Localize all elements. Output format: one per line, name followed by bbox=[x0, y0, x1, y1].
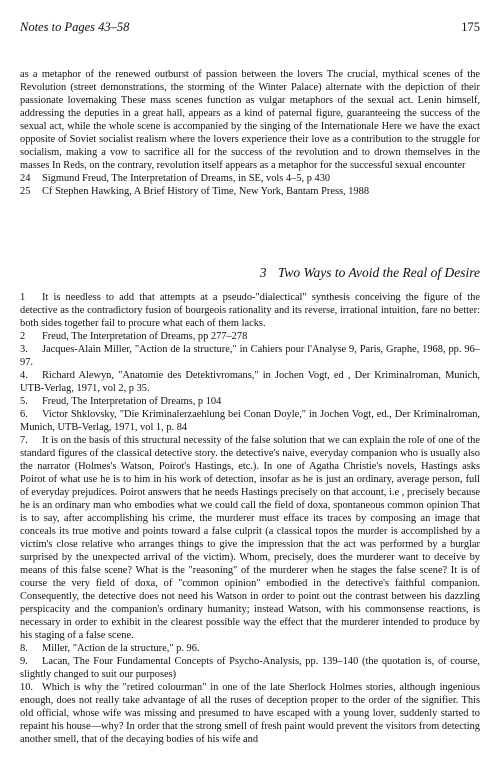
note-3 bbox=[20, 343, 480, 369]
note-number: 5. bbox=[20, 396, 28, 407]
note-text: Jacques-Alain Miller, "Action de la structure," in Cahiers pour l'Analyse 9, Paris, Graphe, 1968, pp. 96–97. bbox=[20, 344, 480, 368]
note-text: It is on the basis of this structural necessity of the false solution that we can explain the role of one of the standard figures of the classical detective story. the detective's naive, everyday companion who is usually also the narrator (Holmes's Watson, Poirot's Hastings, etc.). In one of Agatha Christie's novels, Hastings asks Poirot of what use he is to him in his work of detection, insofar as he is just an ordinary, average person, full of everyday prejudices. Poirot answers that he needs Hastings precisely on that account, i.e , precisely because he is an ordinary man who embodies what we could call the field of doxa, spontaneous common opinion That is to say, after accomplishing his crime, the murderer must efface its traces by composing an image that conceals its true motive and points toward a false culprit (a classical topos the murder is accomplished by a victim's close relative who arranges things to give the impression that the act was performed by a burglar surprised by the unexpected arrival of the victim). Whom, precisely, does the murderer want to deceive by means of this false scene? What is the "reasoning" of the murderer when he stages the false scene? It is of course the very field of doxa, of "common opinion" embodied in the detective's faithful companion. Consequently, the detective does not need his Watson in order to point out the contrast between his dazzling perspicacity and the companion's ordinary humanity; instead Watson, with his commonsense reactions, is necessary in order to exhibit in the clearest possible way the effect that the murderer intended to produce by his staging of a false scene. bbox=[20, 435, 480, 641]
continued-note-block bbox=[20, 68, 480, 198]
note-2 bbox=[20, 330, 480, 343]
note-number: 1 bbox=[20, 292, 26, 303]
note-text: Freud, The Interpretation of Dreams, pp 277–278 bbox=[42, 331, 248, 342]
note-text: Sigmund Freud, The Interpretation of Dreams, in SE, vols 4–5, p 430 bbox=[42, 173, 331, 184]
note-6 bbox=[20, 408, 480, 434]
page-number: 175 bbox=[461, 20, 480, 34]
running-header bbox=[20, 20, 480, 35]
note-5 bbox=[20, 395, 480, 408]
note-text: Lacan, The Four Fundamental Concepts of Psycho-Analysis, pp. 139–140 (the quotation is, of course, slightly changed to suit our purposes) bbox=[20, 656, 480, 680]
chapter-title: Two Ways to Avoid the Real of Desire bbox=[277, 265, 480, 280]
note-8 bbox=[20, 642, 480, 655]
note-number: 10. bbox=[20, 682, 33, 693]
note-25 bbox=[20, 185, 480, 198]
note-9 bbox=[20, 655, 480, 681]
note-7 bbox=[20, 434, 480, 642]
note-text: Cf Stephen Hawking, A Brief History of Time, New York, Bantam Press, 1988 bbox=[42, 186, 370, 197]
note-number: 3. bbox=[20, 344, 28, 355]
note-number: 2 bbox=[20, 331, 26, 342]
chapter-notes bbox=[20, 291, 480, 746]
continued-note-text: as a metaphor of the renewed outburst of passion between the lovers The crucial, mythical scenes of the Revolution (street demonstrations, the storming of the Winter Palace) alternate with the depiction of their passionate lovemaking These mass scenes function as vulgar metaphors of the sexual act. Lenin himself, addressing the deputies in a great hall, appears as a kind of paternal figure, guaranteeing the success of the sexual act, while the whole scene is accompanied by the singing of the Internationale Here we have the exact opposite of Soviet socialist realism where the lovers experience their love as a contribution to the struggle for socialism, making a vow to sacrifice all for the success of the revolution and to drown themselves in the masses In Reds, on the contrary, revolution itself appears as a metaphor for the successful sexual encounter bbox=[20, 69, 480, 171]
note-1 bbox=[20, 291, 480, 330]
note-text: Freud, The Interpretation of Dreams, p 104 bbox=[42, 396, 222, 407]
note-number: 25 bbox=[20, 186, 31, 197]
note-number: 6. bbox=[20, 409, 28, 420]
note-number: 7. bbox=[20, 435, 28, 446]
note-number: 8. bbox=[20, 643, 28, 654]
note-24 bbox=[20, 172, 480, 185]
note-10 bbox=[20, 681, 480, 746]
note-number: 4. bbox=[20, 370, 28, 381]
chapter-number: 3 bbox=[259, 265, 267, 280]
note-number: 9. bbox=[20, 656, 28, 667]
note-number: 24 bbox=[20, 173, 31, 184]
note-text: Victor Shklovsky, "Die Kriminalerzaehlung bei Conan Doyle," in Jochen Vogt, ed., Der Kriminalroman, Munich, UTB-Verlag, 1971, vol 1, p. 84 bbox=[20, 409, 480, 433]
running-title: Notes to Pages 43–58 bbox=[20, 20, 130, 34]
note-4 bbox=[20, 369, 480, 395]
note-text: It is needless to add that attempts at a pseudo-"dialectical" synthesis conceiving the figure of the detective as the contradictory fusion of bourgeois rationality and its reverse, irrational intuition, fare no better: both sides together fail to procure what each of them lacks. bbox=[20, 292, 480, 329]
note-text: Richard Alewyn, "Anatomie des Detektivromans," in Jochen Vogt, ed , Der Kriminalroman, Munich, UTB-Verlag, 1971, vol 2, p 35. bbox=[20, 370, 480, 394]
chapter-heading bbox=[260, 265, 480, 281]
note-text: Miller, "Action de la structure," p. 96. bbox=[42, 643, 200, 654]
note-text: Which is why the "retired colourman" in one of the late Sherlock Holmes stories, although ingenious enough, does not really take advantage of all the ruses of deception proper to the order of the signifier. This old official, whose wife was missing and presumed to have escaped with a young lover, suddenly started to repaint his house—why? In order that the strong smell of fresh paint would prevent the visitors from detecting another smell, that of the decaying bodies of his wife and bbox=[20, 682, 480, 745]
